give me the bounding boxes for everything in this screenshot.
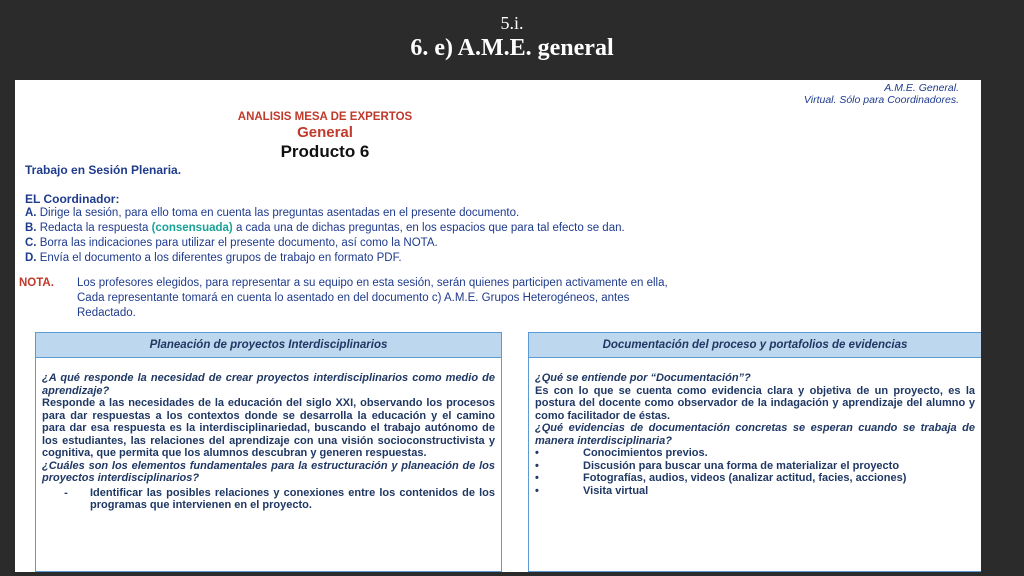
documentacion-box-header: Documentación del proceso y portafolios de evidencias [529,333,981,358]
slide-title-number: 5.i. [500,13,524,33]
planeacion-list-item [42,487,495,512]
coordinador-label: EL Coordinador: [25,192,120,206]
list-item [535,447,975,460]
instruction-a [25,206,965,221]
documentacion-question-1: ¿Qué se entiende por “Documentación”? [535,372,751,384]
header-right-line1: A.M.E. General. [884,82,959,94]
documentacion-question-2: ¿Qué evidencias de documentación concretas se esperan cuando se trabaja de manera interdisciplinaria? [535,422,975,447]
instruction-b-text1: Redacta la respuesta [39,222,149,234]
dash-marker: - [64,486,68,499]
planeacion-box [35,332,502,572]
bullet-marker: • [535,459,539,472]
document-heading-general: General [297,124,353,141]
document-heading-producto: Producto 6 [280,142,370,161]
instruction-b-letter: B. [25,222,37,234]
nota-line3: Redactado. [77,307,136,319]
document-header-right [804,82,959,106]
documentacion-box [528,332,981,572]
nota-line2: Cada representante tomará en cuenta lo asentado en del documento c) A.M.E. Grupos Heterogéneos, antes [77,292,630,304]
planeacion-item-1: Identificar las posibles relaciones y conexiones entre los contenidos de los programas que intervienen en el proyecto. [90,486,495,511]
bullet-marker: • [535,472,539,484]
instruction-a-letter: A. [25,207,37,219]
planeacion-question-1: ¿A qué responde la necesidad de crear proyectos interdisciplinarios como medio de aprendizaje? [42,372,495,397]
documentacion-item-2: Discusión para buscar una forma de materializar el proyecto [583,459,900,472]
nota-label: NOTA. [19,277,54,289]
nota-line1: Los profesores elegidos, para representar a su equipo en esta sesión, serán quienes participen activamente en ella, [77,277,668,289]
bullet-marker: • [535,484,539,497]
planeacion-question-2: ¿Cuáles son los elementos fundamentales para la estructuración y planeación de los proyectos interdisciplinarios? [42,459,495,484]
planeacion-box-header: Planeación de proyectos Interdisciplinarios [36,333,501,358]
nota-block [19,276,969,321]
documentacion-item-1: Conocimientos previos. [583,447,708,459]
documentacion-item-4: Visita virtual [583,484,649,497]
instruction-b-text2: a cada una de dichas preguntas, en los espacios que para tal efecto se dan. [235,222,625,234]
document-page [15,80,981,572]
planeacion-answer-1: Responde a las necesidades de la educación del siglo XXI, observando los procesos para dar respuestas a los contextos donde se desarrolla la educación y el camino para dar esa respuesta es la interdisciplinariedad, buscando el trabajo autónomo de los estudiantes, las relaciones del aprendizaje con una visión socioconstructivista y cognitiva, que permita que los alumnos descubran y generen respuestas. [42,397,495,459]
instruction-a-text: Dirige la sesión, para ello toma en cuenta las preguntas asentadas en el presente documento. [39,207,520,219]
instruction-c-letter: C. [25,237,37,249]
header-right-line2: Virtual. Sólo para Coordinadores. [803,94,959,106]
instruction-c-text: Borra las indicaciones para utilizar el presente documento, así como la NOTA. [39,237,438,249]
slide-title-main: 6. e) A.M.E. general [410,35,614,61]
instruction-b-consensuada: (consensuada) [151,222,233,234]
documentacion-item-3: Fotografías, audios, videos (analizar actitud, facies, acciones) [583,472,907,484]
instruction-d-text: Envía el documento a los diferentes grupos de trabajo en formato PDF. [39,252,402,264]
documentacion-answer-1: Es con lo que se cuenta como evidencia clara y objetiva de un proyecto, es la postura del docente como observador de la indagación y aprendizaje del alumno y como facilitador de éstas. [535,384,975,422]
instruction-b [25,221,965,236]
bullet-marker: • [535,447,539,459]
trabajo-label: Trabajo en Sesión Plenaria. [25,163,182,177]
document-heading-analisis: ANALISIS MESA DE EXPERTOS [237,111,413,123]
planeacion-box-body [36,358,501,512]
instruction-c [25,236,965,251]
instructions-list [25,206,965,266]
list-item [535,460,975,473]
slide-title [0,12,1024,62]
list-item [535,485,975,498]
list-item [535,472,975,485]
instruction-d [25,251,965,266]
documentacion-box-body [529,358,981,497]
instruction-d-letter: D. [25,252,37,264]
